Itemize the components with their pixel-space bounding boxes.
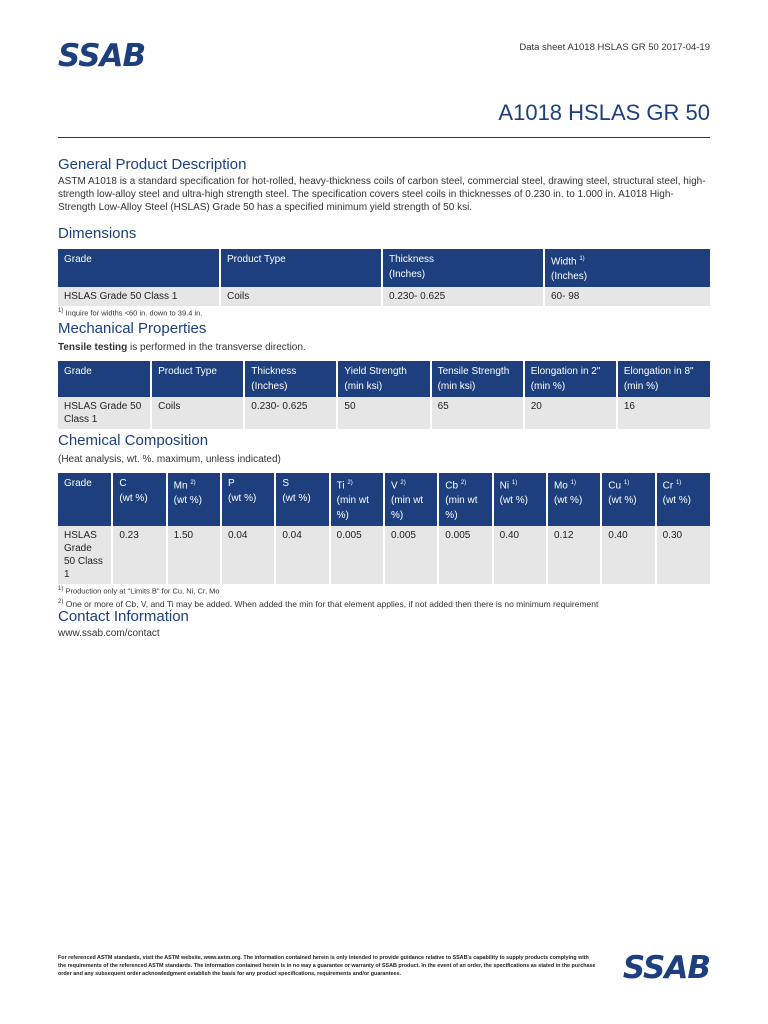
mech-cell-product-type: Coils xyxy=(151,397,244,429)
mech-cell-grade: HSLAS Grade 50 Class 1 xyxy=(58,397,151,429)
chem-header-cu: Cu $^{1)}$ (wt %) xyxy=(601,473,655,526)
contact-link[interactable]: www.ssab.com/contact xyxy=(58,628,160,639)
dim-header-grade: Grade xyxy=(58,249,220,287)
chem-cell-cr: 0.30 xyxy=(656,526,710,584)
chem-cell-ti: 0.005 xyxy=(330,526,384,584)
mechanical-table xyxy=(58,361,710,429)
mech-header-elong-8: Elongation in 8" (min %) xyxy=(617,361,710,397)
chemical-section xyxy=(58,432,710,609)
table-row xyxy=(58,287,710,306)
general-text: ASTM A1018 is a standard specification for hot-rolled, heavy-thickness coils of carbon steel, commercial steel, drawing steel, structural steel, high-strength low-alloy steel and ultra-high strength steel. The specification covers steel coils in thicknesses of 0.230 in. to 1.000 in. A1018 High-Strength Low-Alloy Steel (HSLAS) Grade 50 has a specified minimum yield strength of 50 ksi. xyxy=(58,176,706,213)
chem-cell-mn: 1.50 xyxy=(167,526,221,584)
ssab-logo: SSAB xyxy=(58,38,146,74)
chem-cell-grade: HSLAS Grade 50 Class 1 xyxy=(58,526,112,584)
dim-header-width: Width $^{1)}$ (Inches) xyxy=(544,249,710,287)
dimensions-heading: Dimensions xyxy=(58,225,137,242)
mech-header-grade: Grade xyxy=(58,361,151,397)
chemical-table xyxy=(58,473,710,584)
chem-header-grade: Grade xyxy=(58,473,112,526)
datasheet-meta: Data sheet A1018 HSLAS GR 50 2017-04-19 xyxy=(519,42,710,53)
title-divider xyxy=(58,137,710,138)
chem-header-s: S (wt %) xyxy=(275,473,329,526)
chem-cell-v: 0.005 xyxy=(384,526,438,584)
dim-cell-thickness: 0.230- 0.625 xyxy=(382,287,544,306)
dim-cell-product-type: Coils xyxy=(220,287,382,306)
dimensions-section xyxy=(58,225,710,319)
chem-header-v: V $^{2)}$ (min wt %) xyxy=(384,473,438,526)
mechanical-header-row xyxy=(58,361,710,397)
general-heading: General Product Description xyxy=(58,156,247,173)
mechanical-section xyxy=(58,320,710,429)
chem-cell-mo: 0.12 xyxy=(547,526,601,584)
chemical-heading: Chemical Composition xyxy=(58,432,209,449)
dim-cell-grade: HSLAS Grade 50 Class 1 xyxy=(58,287,220,306)
mech-header-elong-2: Elongation in 2" (min %) xyxy=(524,361,617,397)
page-title: A1018 HSLAS GR 50 xyxy=(498,100,710,125)
footer-disclaimer: For referenced ASTM standards, visit the ASTM website, www.astm.org. The information contained herein is only intended to provide guidance relative to SSAB's capability to supply products complying with the requirements of the referenced ASTM standards. The information contained herein is in no way a guarantee or warranty of SSAB product. In the event of an order, the specifications as stated in the purchase order and any subsequent order acknowledgment establish the basis for any product specifications, requirements and/or guarantees. xyxy=(58,955,596,977)
chem-cell-ni: 0.40 xyxy=(493,526,547,584)
dimensions-header-row xyxy=(58,249,710,287)
mech-header-thickness: Thickness (Inches) xyxy=(244,361,337,397)
contact-heading: Contact Information xyxy=(58,608,189,625)
dimensions-table xyxy=(58,249,710,306)
mechanical-heading: Mechanical Properties xyxy=(58,320,207,337)
mech-cell-tensile: 65 xyxy=(431,397,524,429)
mech-header-product-type: Product Type xyxy=(151,361,244,397)
chemical-intro: (Heat analysis, wt. %. maximum, unless indicated) xyxy=(58,454,281,465)
mech-cell-thickness: 0.230- 0.625 xyxy=(244,397,337,429)
chem-cell-p: 0.04 xyxy=(221,526,275,584)
dim-header-product-type: Product Type xyxy=(220,249,382,287)
general-section xyxy=(58,156,710,214)
mech-cell-yield: 50 xyxy=(337,397,430,429)
table-row xyxy=(58,526,710,584)
mechanical-intro: Tensile testing is performed in the transverse direction. xyxy=(58,342,306,353)
chem-header-cb: Cb $^{2)}$ (min wt %) xyxy=(438,473,492,526)
chemical-footnote-1: $^{1)}$ Production only at "Limits B" for Cu, Ni, Cr, Mo xyxy=(58,586,220,596)
chem-header-mn: Mn $^{2)}$ (wt %) xyxy=(167,473,221,526)
chem-header-ni: Ni $^{1)}$ (wt %) xyxy=(493,473,547,526)
chem-cell-cb: 0.005 xyxy=(438,526,492,584)
chem-header-ti: Ti $^{2)}$ (min wt %) xyxy=(330,473,384,526)
dim-header-thickness: Thickness (Inches) xyxy=(382,249,544,287)
chem-cell-c: 0.23 xyxy=(112,526,166,584)
mech-cell-elong-8: 16 xyxy=(617,397,710,429)
dimensions-footnote: $^{1)}$ Inquire for widths <60 in. down to 39.4 in. xyxy=(58,308,203,318)
chemical-footnote-2: $^{2)}$ One or more of Cb, V, and Ti may be added. When added the min for that element applies, if not added then there is no minimum requirement xyxy=(58,598,599,609)
mech-header-yield: Yield Strength (min ksi) xyxy=(337,361,430,397)
chem-header-mo: Mo $^{1)}$ (wt %) xyxy=(547,473,601,526)
chem-cell-cu: 0.40 xyxy=(601,526,655,584)
table-row xyxy=(58,397,710,429)
ssab-logo-footer: SSAB xyxy=(622,950,710,986)
chem-header-p: P (wt %) xyxy=(221,473,275,526)
chem-header-cr: Cr $^{1)}$ (wt %) xyxy=(656,473,710,526)
chemical-header-row xyxy=(58,473,710,526)
chem-cell-s: 0.04 xyxy=(275,526,329,584)
contact-section xyxy=(58,608,710,640)
mech-cell-elong-2: 20 xyxy=(524,397,617,429)
chem-header-c: C (wt %) xyxy=(112,473,166,526)
dim-cell-width: 60- 98 xyxy=(544,287,710,306)
mech-header-tensile: Tensile Strength (min ksi) xyxy=(431,361,524,397)
